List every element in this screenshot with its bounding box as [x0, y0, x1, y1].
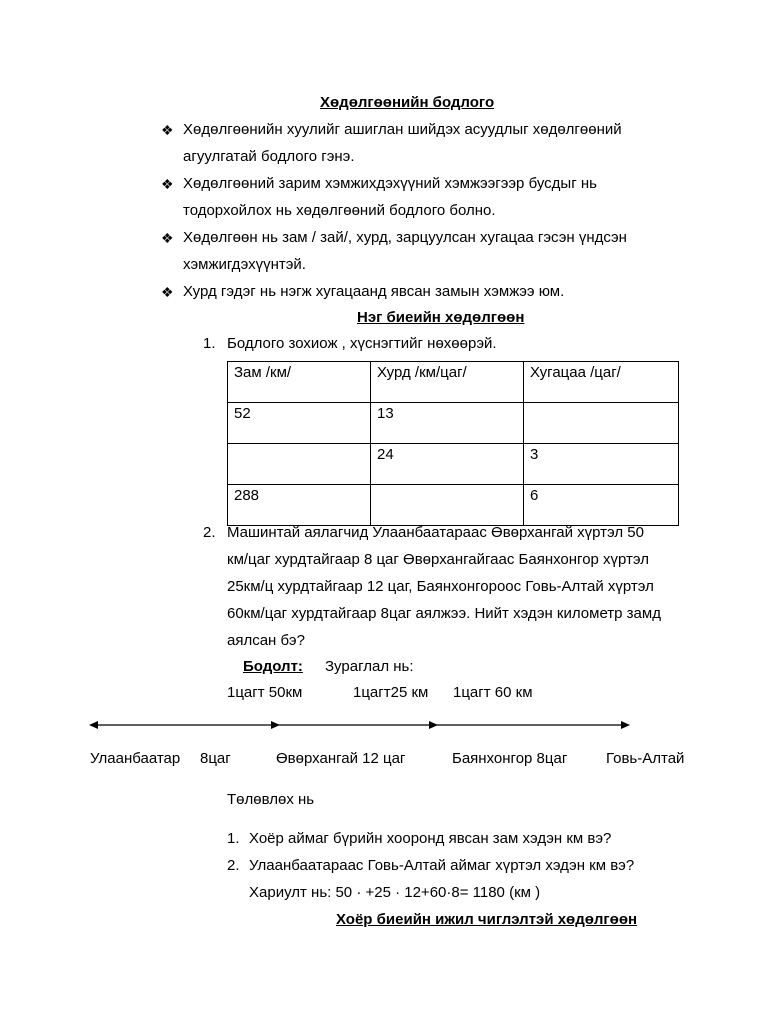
plan-title: Төлөвлөх нь	[227, 791, 315, 808]
arrow-left-icon	[89, 721, 98, 729]
table-cell: 6	[524, 485, 679, 526]
table-cell: 13	[371, 403, 524, 444]
task-number: 1.	[203, 335, 216, 352]
speed-label: 1цагт 50км	[227, 684, 303, 701]
task-text-line: 60км/цаг хурдтайгаар 8цаг аялжээ. Нийт хэдэн километр замд	[227, 605, 661, 622]
diamond-bullet-icon: ❖	[161, 284, 174, 300]
table-header: Хугацаа /цаг/	[524, 362, 679, 403]
bullet-text: Хөдөлгөөнийн хуулийг ашиглан шийдэх асуудлыг хөдөлгөөний	[183, 121, 622, 138]
table-row	[228, 403, 679, 444]
table-cell: 3	[524, 444, 679, 485]
speed-label: 1цагт 60 км	[453, 684, 533, 701]
table-cell	[228, 444, 371, 485]
bullet-text: тодорхойлох нь хөдөлгөөний бодлого болно.	[183, 202, 496, 219]
table-row	[228, 485, 679, 526]
bullet-text: хэмжигдэхүүнтэй.	[183, 256, 306, 273]
bullet-text: Хөдөлгөөн нь зам / зай/, хурд, зарцуулсан хугацаа гэсэн үндсэн	[183, 229, 627, 246]
time-label: 8цаг	[200, 750, 231, 767]
place-label: Өвөрхангай 12 цаг	[276, 750, 406, 767]
task-text-line: км/цаг хурдтайгаар 8 цаг Өвөрхангайгаас Баянхонгор хүртэл	[227, 551, 650, 568]
solution-label: Бодолт:	[243, 658, 303, 675]
table-cell: 24	[371, 444, 524, 485]
diamond-bullet-icon: ❖	[161, 230, 174, 246]
table-cell: 288	[228, 485, 371, 526]
diamond-bullet-icon: ❖	[161, 176, 174, 192]
table-header: Хурд /км/цаг/	[371, 362, 524, 403]
motion-table	[227, 361, 679, 526]
speed-label: 1цагт25 км	[353, 684, 429, 701]
section-title: Хоёр биеийн ижил чиглэлтэй хөдөлгөөн	[336, 911, 638, 928]
route-diagram	[0, 710, 768, 740]
task-text-line: аялсан бэ?	[227, 632, 305, 649]
table-row	[228, 444, 679, 485]
table-cell	[371, 485, 524, 526]
plan-number: 2.	[227, 857, 240, 874]
diamond-bullet-icon: ❖	[161, 122, 174, 138]
place-label: Улаанбаатар	[90, 750, 181, 767]
task-text-line: Машинтай аялагчид Улаанбаатараас Өвөрхангай хүртэл 50	[227, 524, 644, 541]
table-header-row	[228, 362, 679, 403]
plan-text: Хоёр аймаг бүрийн хооронд явсан зам хэдэн км вэ?	[249, 830, 612, 847]
page-title: Хөдөлгөөнийн бодлого	[320, 94, 495, 111]
place-label: Говь-Алтай	[606, 750, 685, 767]
place-label: Баянхонгор 8цаг	[452, 750, 568, 767]
task-text: Бодлого зохиож , хүснэгтийг нөхөөрэй.	[227, 335, 497, 352]
table-cell: 52	[228, 403, 371, 444]
task-text-line: 25км/ц хурдтайгаар 12 цаг, Баянхонгороос Говь-Алтай хүртэл	[227, 578, 654, 595]
bullet-text: Хөдөлгөөний зарим хэмжихдэхүүний хэмжээгээр бусдыг нь	[183, 175, 597, 192]
plan-text: Улаанбаатараас Говь-Алтай аймаг хүртэл хэдэн км вэ?	[249, 857, 635, 874]
section-title: Нэг биеийн хөдөлгөөн	[357, 309, 525, 326]
arrow-right-icon	[271, 721, 280, 729]
task-number: 2.	[203, 524, 216, 541]
answer-text: Хариулт нь: 50 · +25 · 12+60·8= 1180 (км )	[249, 884, 541, 901]
arrow-right-icon	[621, 721, 630, 729]
bullet-text: агуулгатай бодлого гэнэ.	[183, 148, 355, 165]
arrow-right-icon	[429, 721, 438, 729]
table-cell	[524, 403, 679, 444]
solution-text: Зураглал нь:	[325, 658, 414, 675]
table-header: Зам /км/	[228, 362, 371, 403]
bullet-text: Хурд гэдэг нь нэгж хугацаанд явсан замын хэмжээ юм.	[183, 283, 565, 300]
plan-number: 1.	[227, 830, 240, 847]
